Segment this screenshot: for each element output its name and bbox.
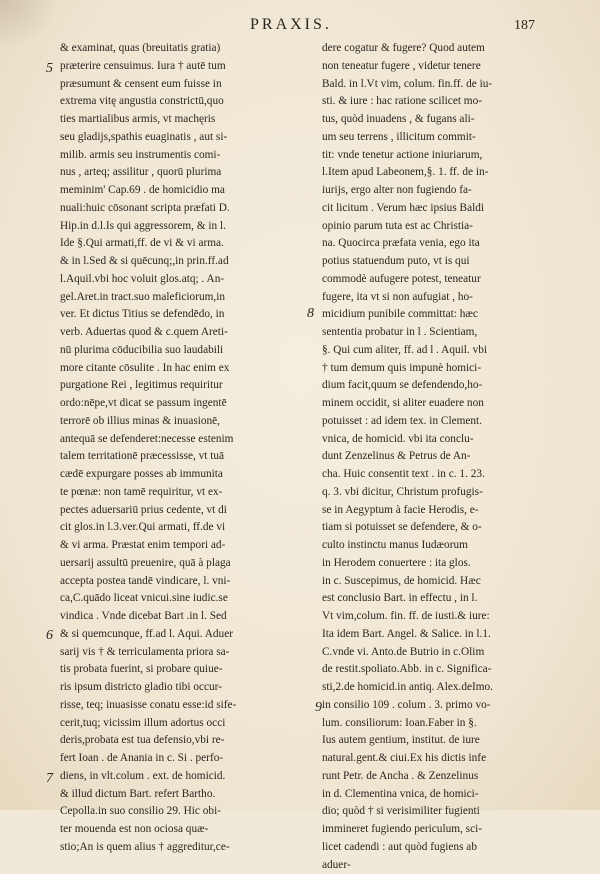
margin-note-7: 7: [46, 770, 53, 787]
text-line: more citante cōsulite . In hac enim ex: [60, 360, 310, 378]
text-line: præsumunt & censent eum fuisse in: [60, 76, 310, 94]
margin-note-8: 8: [307, 305, 314, 322]
text-line: Hip.in d.l.Is qui aggressorem, & in l.: [60, 218, 310, 236]
text-line: ver. Et dictus Titius se defendēdo, in: [60, 306, 310, 324]
text-line: est conclusio Bart. in effectu , in l.: [322, 590, 567, 608]
text-line: & in l.Sed & si quēcunq;,in prin.ff.ad: [60, 253, 310, 271]
text-line: l.Item apud Labeonem,§. 1. ff. de in-: [322, 164, 567, 182]
text-line: accepta postea tandē vindicare, l. vni-: [60, 573, 310, 591]
text-line: potuisset : ad idem tex. in Clement.: [322, 413, 567, 431]
text-line: cædē expurgare posses ab immunita: [60, 466, 310, 484]
text-line: Vt vim,colum. fin. ff. de iusti.& iure:: [322, 608, 567, 626]
text-line: in d. Clementina vnica, de homici-: [322, 786, 567, 804]
text-line: tis probata fuerint, si probare quiue-: [60, 661, 310, 679]
text-line: seu gladijs,spathis euaginatis , aut si-: [60, 129, 310, 147]
text-line: sti. & iure : hac ratione scilicet mo-: [322, 93, 567, 111]
text-line: dio; quòd † si verisimiliter fugienti: [322, 803, 567, 821]
text-line: & illud dictum Bart. refert Bartho.: [60, 786, 310, 804]
text-line: dere cogatur & fugere? Quod autem: [322, 40, 567, 58]
text-line: sententia probatur in l . Scientiam,: [322, 324, 567, 342]
text-line: te pœnæ: non tamē requiritur, vt ex-: [60, 484, 310, 502]
text-line: gel.Aret.in tract.suo maleficiorum,in: [60, 289, 310, 307]
text-line: terrorē ob illius minas & inuasionē,: [60, 413, 310, 431]
text-line: iurijs, ergo alter non fugiendo fa-: [322, 182, 567, 200]
text-line: §. Qui cum aliter, ff. ad l . Aquil. vbi: [322, 342, 567, 360]
text-line: stio;An is quem alius † aggreditur,ce-: [60, 839, 310, 857]
text-line: licet cadendi : aut quòd fugiens ab: [322, 839, 567, 857]
text-line: † tum demum quis impunè homici-: [322, 360, 567, 378]
text-line: tus, quòd inuadens , & fugans ali-: [322, 111, 567, 129]
text-line: & si quemcunque, ff.ad l. Aqui. Aduer: [60, 626, 310, 644]
text-line: diens, in vlt.colum . ext. de homicid.: [60, 768, 310, 786]
margin-note-5: 5: [46, 60, 53, 77]
text-line: pectes aduersariū prius cedente, vt di: [60, 502, 310, 520]
text-line: ca,C.quādo liceat vnicui.sine iudic.se: [60, 590, 310, 608]
text-line: se in Aegyptum à facie Herodis, e-: [322, 502, 567, 520]
left-text-column: [60, 40, 310, 857]
text-line: milib. armis seu instrumentis comi-: [60, 147, 310, 165]
text-line: vindica . Vnde dicebat Bart .in l. Sed: [60, 608, 310, 626]
text-line: ris ipsum districto gladio tibi occur-: [60, 679, 310, 697]
text-line: runt Petr. de Ancha . & Zenzelinus: [322, 768, 567, 786]
text-line: risse, teq; inuasisse conatu esse:id sife-: [60, 697, 310, 715]
text-line: verb. Aduertas quod & c.quem Areti-: [60, 324, 310, 342]
text-line: cha. Huic consentit text . in c. 1. 23.: [322, 466, 567, 484]
text-line: Cepolla.in suo consilio 29. Hic obi-: [60, 803, 310, 821]
text-line: fert Ioan . de Anania in c. Si . perfo-: [60, 750, 310, 768]
text-line: Bald. in l.Vt vim, colum. fin.ff. de iu-: [322, 76, 567, 94]
text-line: dunt Zenzelinus & Petrus de An-: [322, 448, 567, 466]
text-line: ter mouenda est non ociosa quæ-: [60, 821, 310, 839]
text-line: nū plurima cōducibilia suo laudabili: [60, 342, 310, 360]
text-line: deris,probata est tua defensio,vbi re-: [60, 732, 310, 750]
text-line: cit licitum . Verum hæc ipsius Baldi: [322, 200, 567, 218]
text-line: & examinat, quas (breuitatis gratia): [60, 40, 310, 58]
text-line: Ide §.Qui armati,ff. de vi & vi arma.: [60, 235, 310, 253]
text-line: immineret fugiendo periculum, sci-: [322, 821, 567, 839]
text-line: tit: vnde tenetur actione iniuriarum,: [322, 147, 567, 165]
text-line: uersarij assultū preuenire, quā à plaga: [60, 555, 310, 573]
right-text-column: [322, 40, 567, 874]
text-line: in c. Suscepimus, de homicid. Hæc: [322, 573, 567, 591]
text-line: q. 3. vbi dicitur, Christum profugis-: [322, 484, 567, 502]
text-line: minem occidit, si aliter euadere non: [322, 395, 567, 413]
text-line: l.Aquil.vbi hoc voluit glos.atq; . An-: [60, 271, 310, 289]
text-line: fugere, ita vt si non aufugiat , ho-: [322, 289, 567, 307]
text-line: ordo:nēpe,vt dicat se passum ingentē: [60, 395, 310, 413]
text-line: in consilio 109 . colum . 3. primo vo-: [322, 697, 567, 715]
text-line: antequā se defenderet:necesse estenim: [60, 431, 310, 449]
page-number: 187: [514, 18, 535, 34]
text-line: ties martialibus armis, vt machęris: [60, 111, 310, 129]
text-line: natural.gent.& ciui.Ex his dictis infe: [322, 750, 567, 768]
text-line: culto instinctu manus Iudæorum: [322, 537, 567, 555]
text-line: cit glos.in l.3.ver.Qui armati, ff.de vi: [60, 519, 310, 537]
text-line: in Herodem conuertere : ita glos.: [322, 555, 567, 573]
page-header: [0, 16, 600, 38]
text-line: non teneatur fugere , videtur tenere: [322, 58, 567, 76]
text-line: potius statuendum puto, vt is qui: [322, 253, 567, 271]
text-line: na. Quocirca præfata venia, ego ita: [322, 235, 567, 253]
text-line: sti,2.de homicid.in antiq. Alex.deImo.: [322, 679, 567, 697]
text-line: micidium punibile committat: hæc: [322, 306, 567, 324]
text-line: & vi arma. Præstat enim tempori ad-: [60, 537, 310, 555]
text-line: cerit,tuq; vicissim illum adortus occi: [60, 715, 310, 733]
text-line: vnica, de homicid. vbi ita conclu-: [322, 431, 567, 449]
text-line: purgatione Rei , legitimus requiritur: [60, 377, 310, 395]
text-line: opinio parum tuta est ac Christia-: [322, 218, 567, 236]
running-title: PRAXIS.: [250, 16, 332, 34]
text-line: lum. consiliorum: Ioan.Faber in §.: [322, 715, 567, 733]
text-line: C.vnde vi. Anto.de Butrio in c.Olim: [322, 644, 567, 662]
text-line: tiam si potuisset se defendere, & o-: [322, 519, 567, 537]
text-line: aduer-: [322, 857, 567, 874]
text-line: dium facit,quum se defendendo,ho-: [322, 377, 567, 395]
text-line: commodè aufugere potest, teneatur: [322, 271, 567, 289]
text-line: præterire censuimus. Iura † autē tum: [60, 58, 310, 76]
margin-note-6: 6: [46, 627, 53, 644]
text-line: um seu terrens , illicitum commit-: [322, 129, 567, 147]
text-line: Ius autem gentium, institut. de iure: [322, 732, 567, 750]
text-line: talem territationē præcessisse, vt tuā: [60, 448, 310, 466]
text-line: meminim' Cap.69 . de homicidio ma: [60, 182, 310, 200]
text-line: nus , arteq; assilitur , quorū plurima: [60, 164, 310, 182]
text-line: sarij vis † & terriculamenta priora sa-: [60, 644, 310, 662]
text-line: nuali:huic cōsonant scripta præfati D.: [60, 200, 310, 218]
text-line: extrema vitę angustia constrictū,quo: [60, 93, 310, 111]
margin-note-9: 9: [315, 699, 322, 716]
text-line: de restit.spoliato.Abb. in c. Significa-: [322, 661, 567, 679]
text-line: Ita idem Bart. Angel. & Salice. in l.1.: [322, 626, 567, 644]
